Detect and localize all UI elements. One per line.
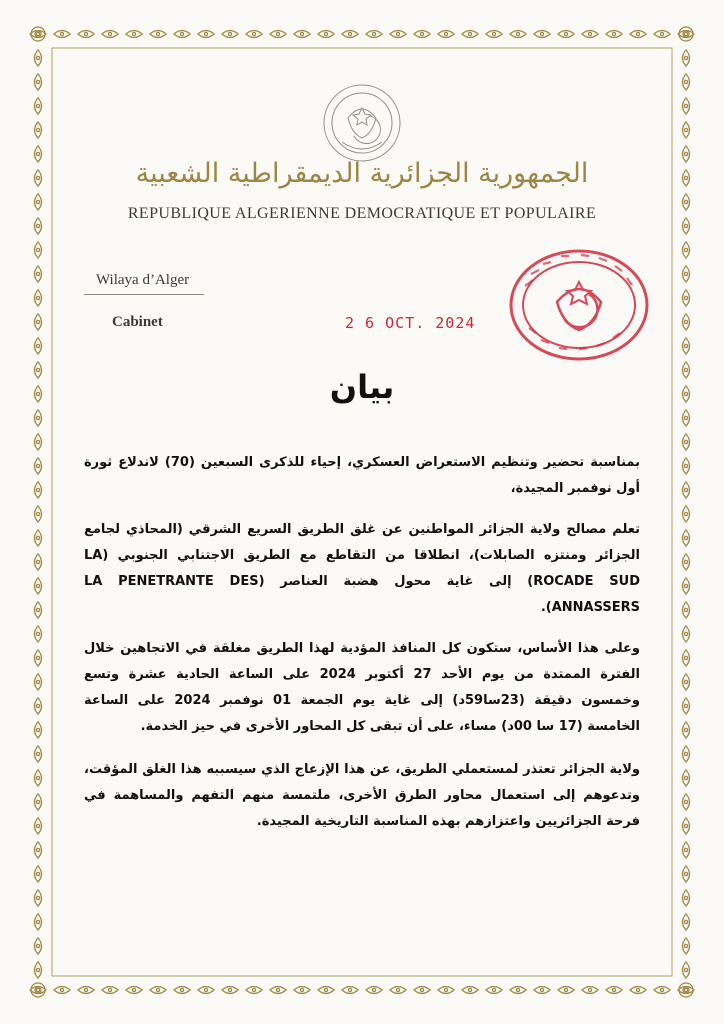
body-paragraph-2: تعلم مصالح ولاية الجزائر المواطنين عن غلق الطريق السريع الشرقي (المحاذي لجامع الجزائر ومنتزه الصابلات)، انطلاقا من التقاطع مع الطريق الاجتنابي الجنوبي (LA ROCADE SUD) إلى غاية محول هضبة العناصر (LA PENETRANTE DES ANNASSERS). [84,522,640,615]
official-seal-stamp [505,246,653,364]
wilaya-divider [84,294,204,295]
republic-title-arabic: الجمهورية الجزائرية الديمقراطية الشعبية [135,158,589,189]
announcement-heading: بيان [329,368,395,406]
date-stamp: 2 6 OCT. 2024 [345,314,476,332]
body-paragraph-4: ولاية الجزائر تعتذر لمستعملي الطريق، عن هذا الإزعاج الذي سيسببه هذا الغلق المؤقت، وتدعوهم إلى استعمال محاور الطرق الأخرى، ملتمسة منهم التفهم والمساهمة في فرحة الجزائريين واعتزازهم بهذه المناسبة التاريخية المجيدة. [84,762,640,829]
cabinet-label: Cabinet [112,314,163,330]
republic-title-french: REPUBLIQUE ALGERIENNE DEMOCRATIQUE ET POPULAIRE [127,205,597,222]
body-paragraph-1: بمناسبة تحضير وتنظيم الاستعراض العسكري، إحياء للذكرى السبعين (70) لاندلاع ثورة أول نوفمبر المجيدة، [84,455,640,496]
national-emblem-icon [312,78,412,168]
body-paragraph-3: وعلى هذا الأساس، ستكون كل المنافذ المؤدية لهذا الطريق مغلقة في الاتجاهين خلال الفترة الممتدة من يوم الأحد 27 أكتوبر 2024 على الساعة الحادية عشرة وتسع وخمسون دقيقة (23سا59د) إلى غاية يوم الجمعة 01 نوفمبر 2024 على الساعة الخامسة (17 سا 00د) مساء، على أن تبقى كل المحاور الأخرى في حيز الخدمة. [84,641,640,734]
announcement-body [84,450,640,850]
wilaya-label: Wilaya d’Alger [96,272,190,288]
